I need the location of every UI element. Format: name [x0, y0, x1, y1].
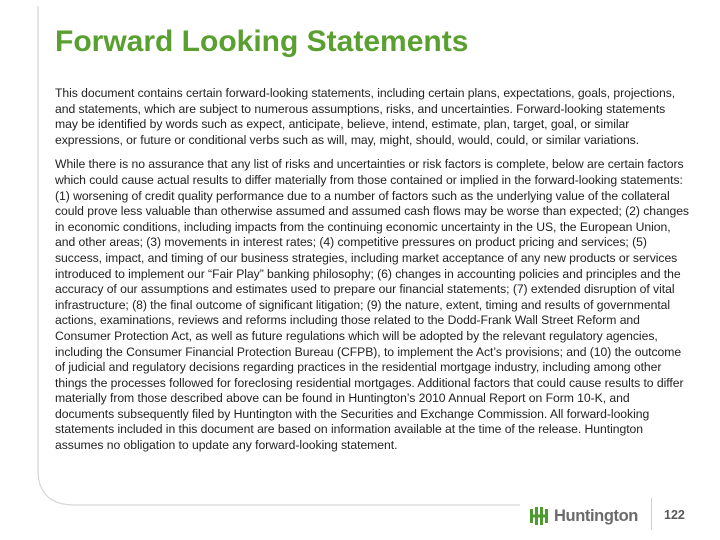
brand-name: Huntington — [554, 507, 638, 525]
risk-factors-paragraph: While there is no assurance that any list of risks and uncertainties or risk factors is complete, below are certain factors which could cause actual results to differ materially from those contained or implied in the forward-looking statements: (1) worsening of credit quality performance due to a number of factors such as the underlying value of the collateral could prove less valuable than otherwise assumed and assumed cash flows may be worse than expected; (2) changes in economic conditions, including impacts from the continuing economic uncertainty in the US, the European Union, and other areas; (3) movements in interest rates; (4) competitive pressures on product pricing and services; (5) success, impact, and timing of our business strategies, including market acceptance of any new products or services introduced to implement our “Fair Play” banking philosophy; (6) changes in accounting policies and principles and the accuracy of our assumptions and estimates used to prepare our financial statements; (7) extended disruption of vital infrastructure; (8) the final outcome of significant litigation; (9) the nature, extent, timing and results of governmental actions, examinations, reviews and reforms including those related to the Dodd-Frank Wall Street Reform and Consumer Protection Act, as well as future regulations which will be adopted by the relevant regulatory agencies, including the Consumer Financial Protection Bureau (CFPB), to implement the Act’s provisions; and (10) the outcome of judicial and regulatory decisions regarding practices in the residential mortgage industry, including among other things the processes followed for foreclosing residential mortgages. Additional factors that could cause results to differ materially from those described above can be found in Huntington’s 2010 Annual Report on Form 10-K, and documents subsequently filed by Huntington with the Securities and Exchange Commission. All forward-looking statements included in this document are based on information available at the time of the release. Huntington assumes no obligation to update any forward-looking statement. — [55, 157, 689, 453]
footer-divider — [651, 498, 652, 530]
slide-body — [55, 86, 689, 463]
slide-title: Forward Looking Statements — [55, 25, 469, 58]
huntington-logo-icon — [528, 505, 550, 527]
page-number: 122 — [664, 508, 685, 522]
intro-paragraph: This document contains certain forward-looking statements, including certain plans, expectations, goals, projections, and statements, which are subject to numerous assumptions, risks, and uncertainties. Forward-looking statements may be identified by words such as expect, anticipate, believe, intend, estimate, plan, target, goal, or similar expressions, or future or conditional verbs such as will, may, might, should, would, could, or similar variations. — [55, 86, 676, 147]
huntington-logo — [528, 505, 638, 527]
